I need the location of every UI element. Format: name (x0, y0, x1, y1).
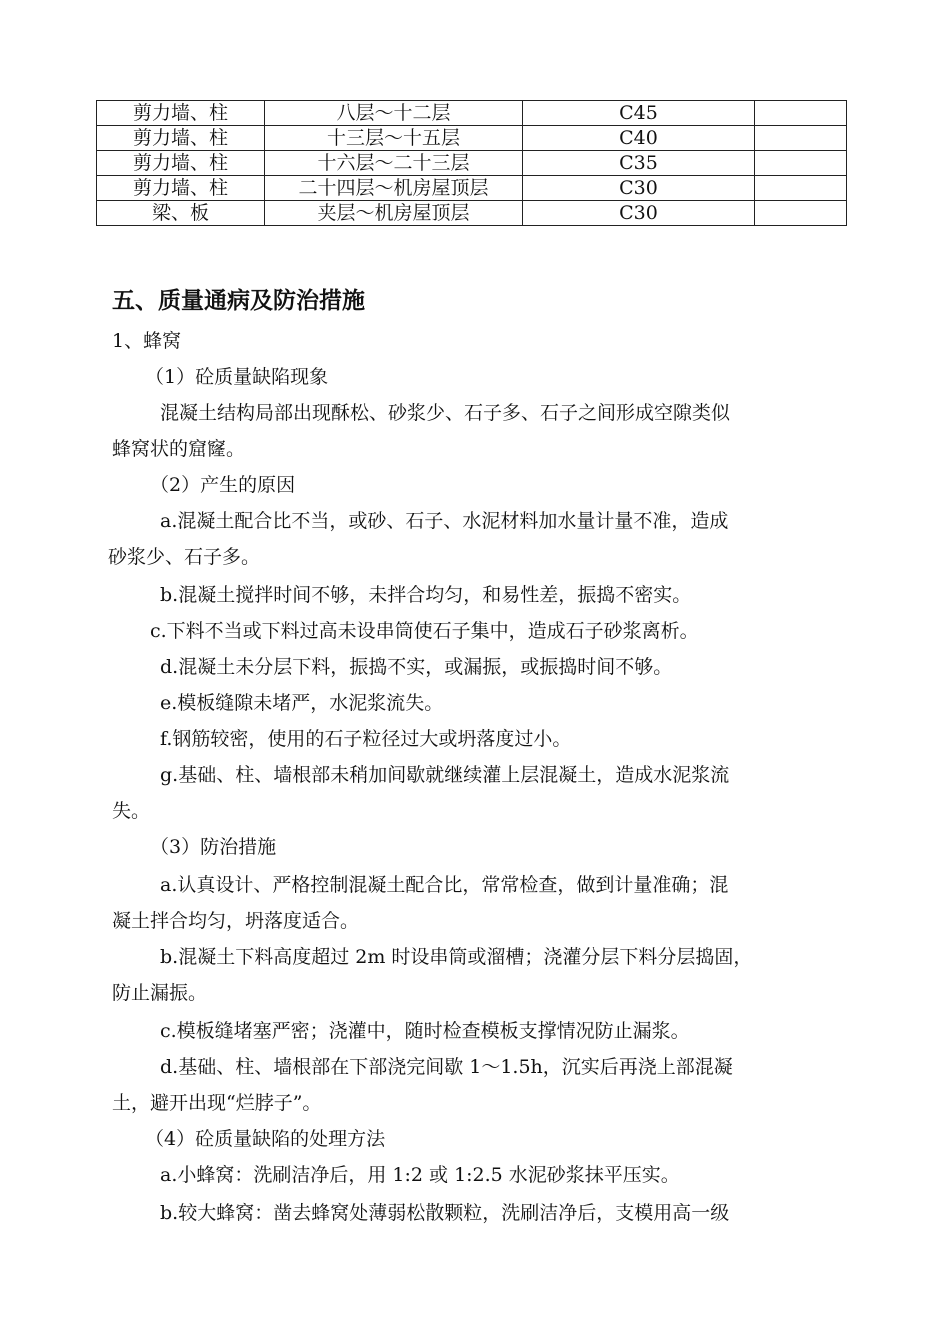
table-cell-floors: 十三层～十五层 (265, 126, 523, 151)
table-cell-grade: C30 (523, 176, 755, 201)
table-cell-floors: 夹层～机房屋顶层 (265, 201, 523, 226)
paragraph-line: 防止漏振。 (112, 982, 208, 1004)
paragraph-line: 蜂窝状的窟窿。 (112, 438, 246, 460)
paragraph-line: 混凝土结构局部出现酥松、砂浆少、石子多、石子之间形成空隙类似 (160, 402, 731, 424)
table-cell-note (755, 201, 847, 226)
paragraph-line: b.较大蜂窝：凿去蜂窝处薄弱松散颗粒，洗刷洁净后，支模用高一级 (160, 1202, 730, 1224)
paragraph-line: 土，避开出现“烂脖子”。 (112, 1092, 322, 1114)
table-cell-grade: C30 (523, 201, 755, 226)
table-cell-element: 剪力墙、柱 (97, 101, 265, 126)
table-cell-element: 梁、板 (97, 201, 265, 226)
table-row (97, 201, 847, 226)
table-cell-note (755, 101, 847, 126)
subsection-title: 1、蜂窝 (112, 330, 182, 352)
item-heading: （4）砼质量缺陷的处理方法 (145, 1128, 386, 1150)
table-cell-note (755, 126, 847, 151)
paragraph-line: b.混凝土下料高度超过 2m 时设串筒或溜槽；浇灌分层下料分层捣固， (160, 946, 753, 968)
paragraph-line: a.认真设计、严格控制混凝土配合比，常常检查，做到计量准确；混 (160, 874, 729, 896)
table-cell-element: 剪力墙、柱 (97, 126, 265, 151)
paragraph-line: c.下料不当或下料过高未设串筒使石子集中，造成石子砂浆离析。 (150, 620, 699, 642)
table-cell-grade: C35 (523, 151, 755, 176)
paragraph-line: d.基础、柱、墙根部在下部浇完间歇 1～1.5h，沉实后再浇上部混凝 (160, 1056, 733, 1078)
item-heading: （2）产生的原因 (150, 474, 296, 496)
table-cell-element: 剪力墙、柱 (97, 151, 265, 176)
table-cell-element: 剪力墙、柱 (97, 176, 265, 201)
paragraph-line: 失。 (112, 800, 151, 822)
table-cell-grade: C40 (523, 126, 755, 151)
paragraph-line: a.混凝土配合比不当，或砂、石子、水泥材料加水量计量不准，造成 (160, 510, 729, 532)
table-row (97, 101, 847, 126)
item-heading: （3）防治措施 (150, 836, 277, 858)
paragraph-line: g.基础、柱、墙根部未稍加间歇就继续灌上层混凝土，造成水泥浆流 (160, 764, 730, 786)
table-cell-note (755, 151, 847, 176)
table-cell-floors: 十六层～二十三层 (265, 151, 523, 176)
paragraph-line: f.钢筋较密，使用的石子粒径过大或坍落度过小。 (160, 728, 572, 750)
section-heading: 五、质量通病及防治措施 (112, 288, 365, 314)
paragraph-line: d.混凝土未分层下料，振捣不实，或漏振，或振捣时间不够。 (160, 656, 673, 678)
paragraph-line: c.模板缝堵塞严密；浇灌中，随时检查模板支撑情况防止漏浆。 (160, 1020, 690, 1042)
concrete-grade-table (96, 100, 847, 226)
table-cell-grade: C45 (523, 101, 755, 126)
table-row (97, 176, 847, 201)
paragraph-line: 砂浆少、石子多。 (108, 546, 261, 568)
table-cell-floors: 八层～十二层 (265, 101, 523, 126)
paragraph-line: e.模板缝隙未堵严，水泥浆流失。 (160, 692, 444, 714)
table-row (97, 126, 847, 151)
item-heading: （1）砼质量缺陷现象 (145, 366, 329, 388)
paragraph-line: b.混凝土搅拌时间不够，未拌合均匀，和易性差，振捣不密实。 (160, 584, 692, 606)
paragraph-line: 凝土拌合均匀，坍落度适合。 (112, 910, 360, 932)
paragraph-line: a.小蜂窝：洗刷洁净后，用 1:2 或 1:2.5 水泥砂浆抹平压实。 (160, 1164, 680, 1186)
table-cell-floors: 二十四层～机房屋顶层 (265, 176, 523, 201)
table-row (97, 151, 847, 176)
table-cell-note (755, 176, 847, 201)
